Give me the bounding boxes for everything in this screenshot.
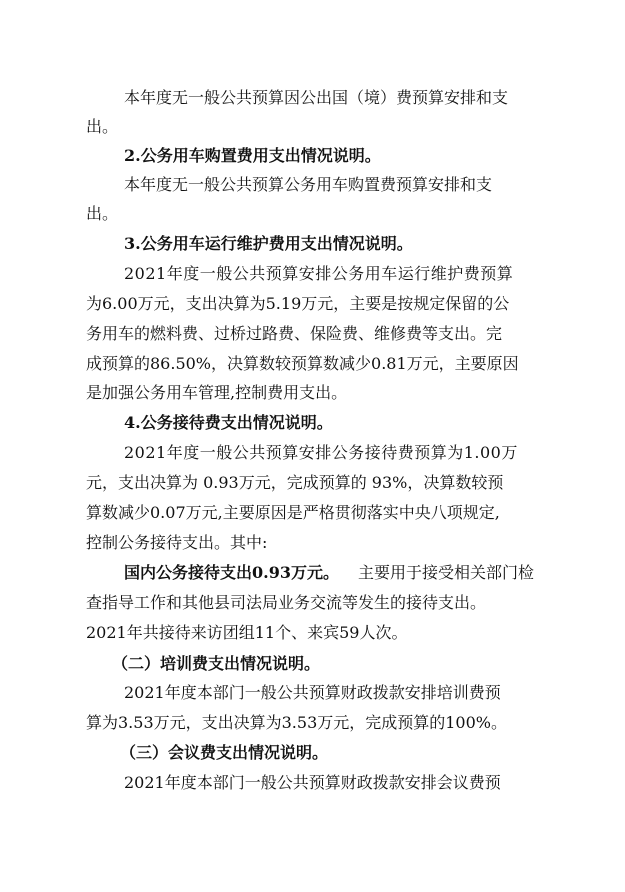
paragraph-line: 是加强公务用车管理,控制费用支出。 <box>86 383 348 402</box>
section-heading: （三）会议费支出情况说明。 <box>120 743 329 762</box>
section-heading: 3.公务用车运行维护费用支出情况说明。 <box>124 234 413 253</box>
paragraph-line: 查指导工作和其他县司法局业务交流等发生的接待支出。 <box>86 593 487 612</box>
section-heading: 2.公务用车购置费用支出情况说明。 <box>124 146 381 165</box>
paragraph-line: 成预算的86.50%，决算数较预算数减少0.81万元，主要原因 <box>86 354 519 373</box>
paragraph-line: 2021年度一般公共预算安排公务用车运行维护费预算 <box>124 264 514 283</box>
paragraph-line: 主要用于接受相关部门检 <box>358 563 535 582</box>
paragraph-line: 出。 <box>86 117 119 136</box>
paragraph-line: 2021年度本部门一般公共预算财政拨款安排培训费预 <box>124 683 501 702</box>
paragraph-line: 控制公务接待支出。其中: <box>86 533 268 552</box>
paragraph-line: 为6.00万元，支出决算为5.19万元，主要是按规定保留的公 <box>86 294 510 313</box>
paragraph-line: 算数减少0.07万元,主要原因是严格贯彻落实中央八项规定, <box>86 503 500 522</box>
paragraph-line: 元，支出决算为 0.93万元，完成预算的 93%，决算数较预 <box>86 473 504 492</box>
paragraph-line: 本年度无一般公共预算公务用车购置费预算安排和支 <box>124 175 493 194</box>
paragraph-line: 本年度无一般公共预算因公出国（境）费预算安排和支 <box>124 88 509 107</box>
paragraph-line: 2021年度一般公共预算安排公务接待费预算为1.00万 <box>124 443 518 462</box>
paragraph-line: 2021年共接待来访团组11个、来宾59人次。 <box>86 623 408 642</box>
subsection-lead: 国内公务接待支出0.93万元。 <box>124 563 339 582</box>
section-heading: 4.公务接待费支出情况说明。 <box>124 413 333 432</box>
section-heading: （二）培训费支出情况说明。 <box>112 654 321 673</box>
paragraph-line: 务用车的燃料费、过桥过路费、保险费、维修费等支出。完 <box>86 324 503 343</box>
paragraph-line: 出。 <box>86 204 119 223</box>
paragraph-line: 2021年度本部门一般公共预算财政拨款安排会议费预 <box>124 773 501 792</box>
paragraph-line: 算为3.53万元，支出决算为3.53万元，完成预算的100%。 <box>86 713 507 732</box>
